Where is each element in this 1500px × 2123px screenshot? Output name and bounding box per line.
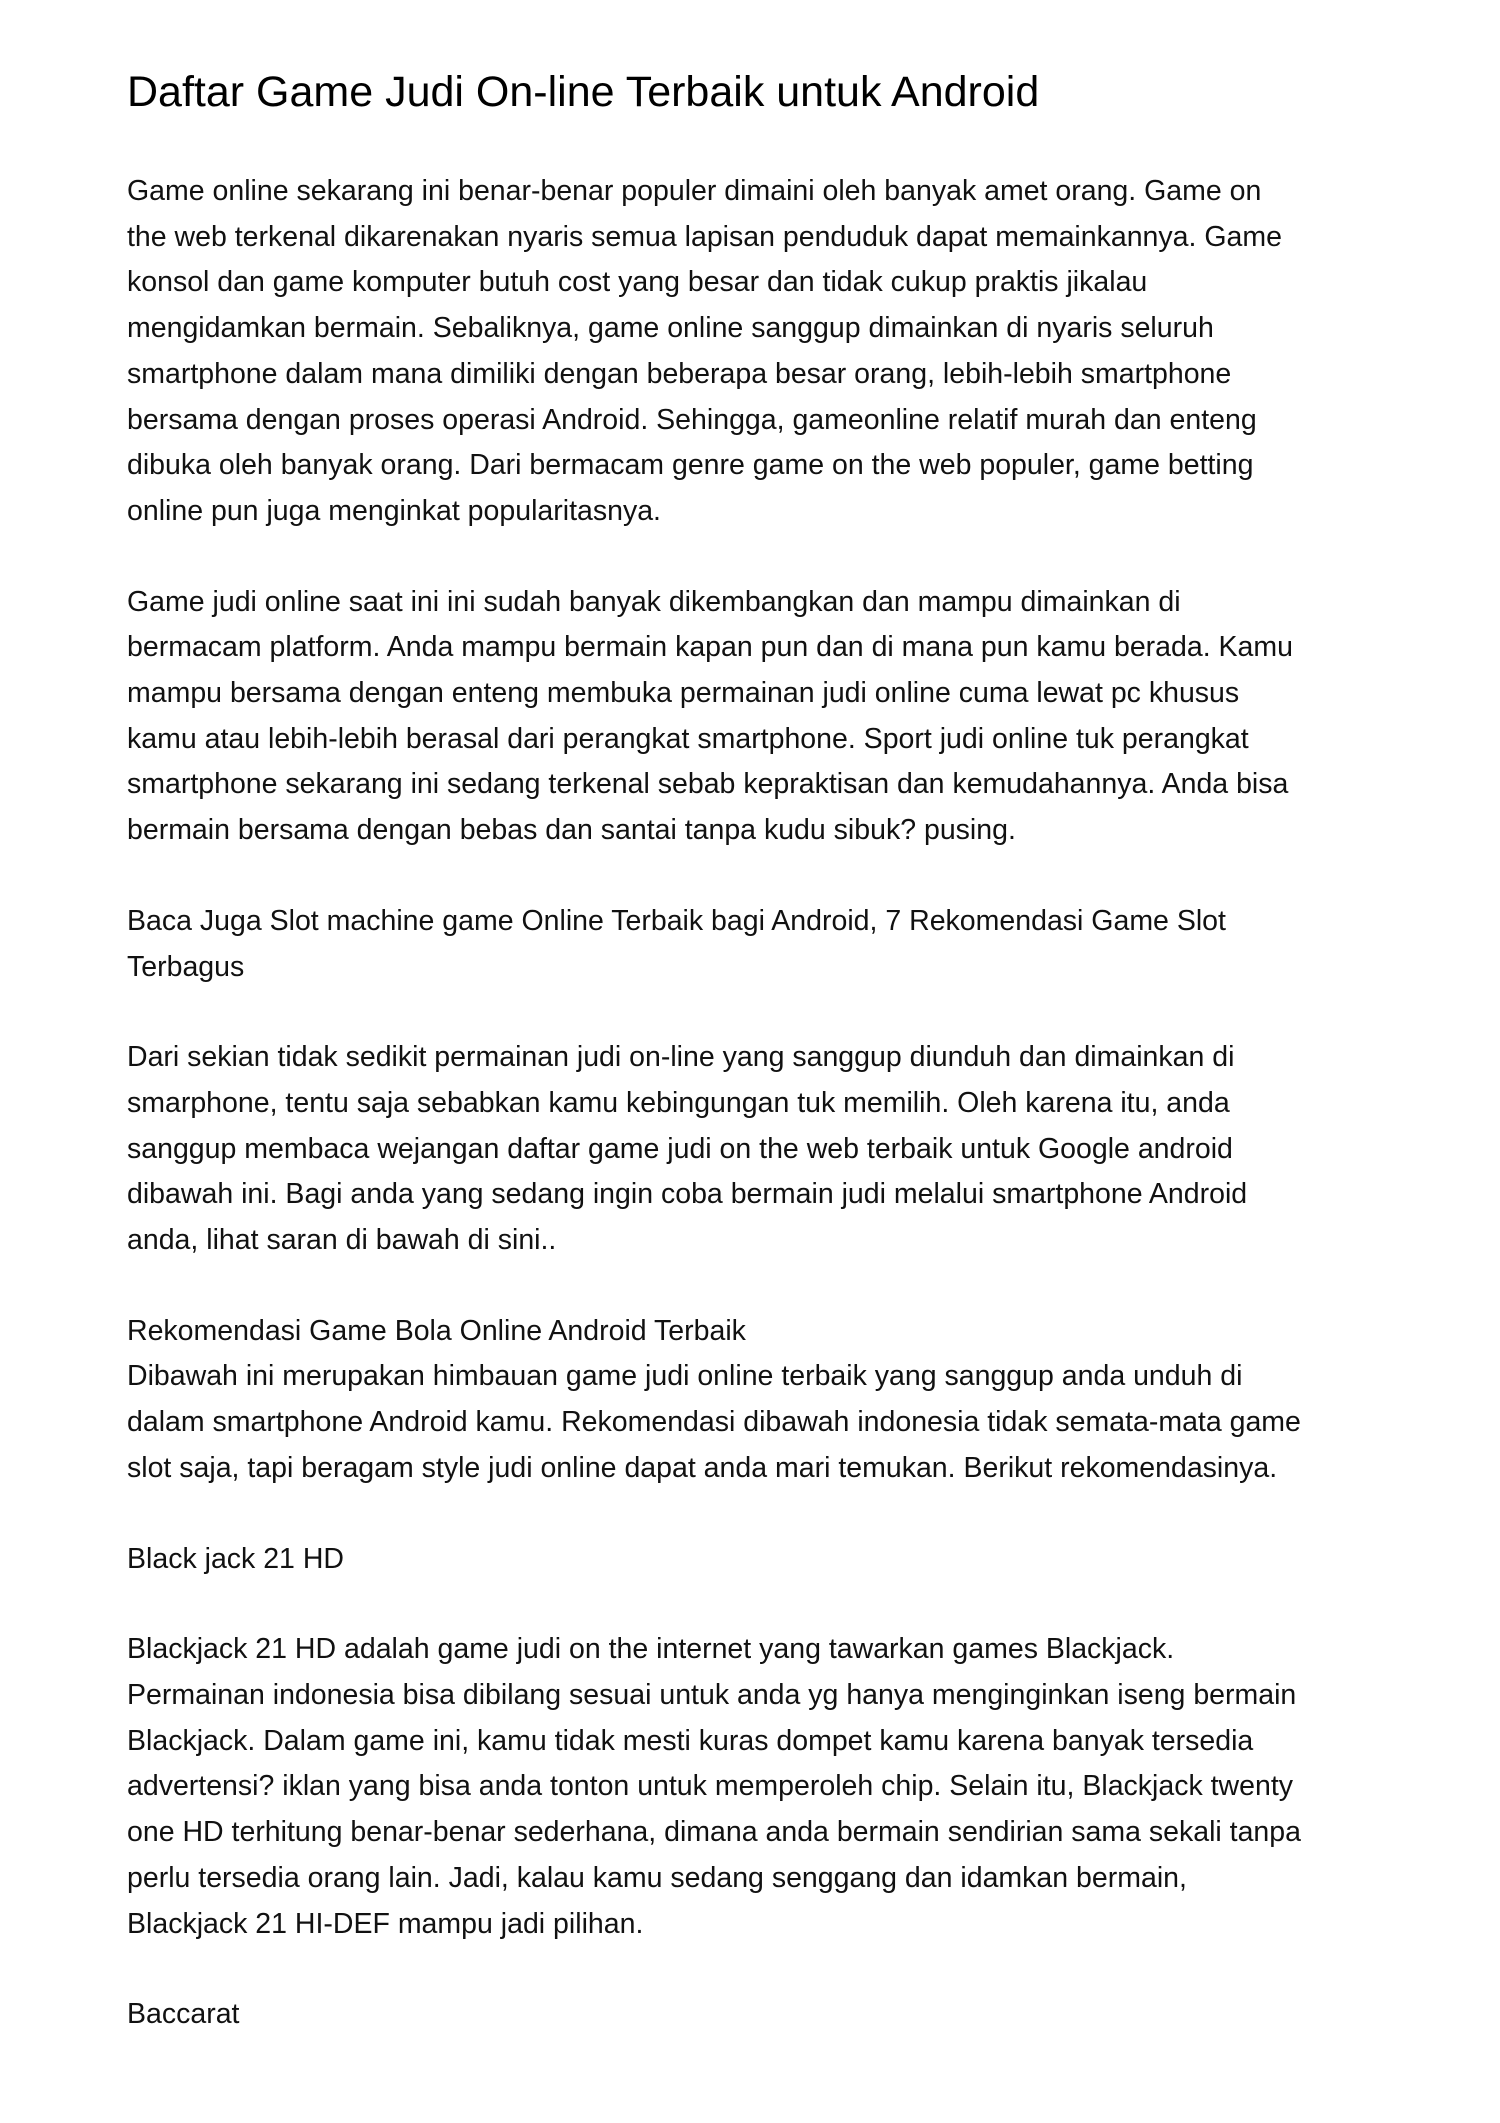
document-body: [127, 169, 1417, 2083]
section-heading-baccarat: Baccarat: [127, 1998, 240, 2031]
section-heading-recommendations: Rekomendasi Game Bola Online Android Terbaik: [127, 1314, 746, 1347]
paragraph-blackjack: Blackjack 21 HD adalah game judi on the internet yang tawarkan games Blackjack. Permainan indonesia bisa dibilang sesuai untuk anda yg hanya menginginkan iseng bermain Blackjack. Dalam game ini, kamu tidak mesti kuras dompet kamu karena banyak tersedia advertensi? iklan yang bisa anda tonton untuk memperoleh chip. Selain itu, Blackjack twenty one HD terhitung benar-benar sederhana, dimana anda bermain sendirian sama sekali tanpa perlu tersedia orang lain. Jadi, kalau kamu sedang senggang dan idamkan bermain, Blackjack 21 HI-DEF mampu jadi pilihan.: [127, 1633, 1301, 1940]
paragraph-platforms: Game judi online saat ini ini sudah banyak dikembangkan dan mampu dimainkan di bermacam platform. Anda mampu bermain kapan pun dan di mana pun kamu berada. Kamu mampu bersama dengan enteng membuka permainan judi online cuma lewat pc khusus kamu atau lebih-lebih berasal dari perangkat smartphone. Sport judi online tuk perangkat smartphone sekarang ini sedang terkenal sebab kepraktisan dan kemudahannya. Anda bisa bermain bersama dengan bebas dan santai tanpa kudu sibuk? pusing.: [127, 585, 1293, 847]
paragraph-see-also: Baca Juga Slot machine game Online Terbaik bagi Android, 7 Rekomendasi Game Slot Terbagus: [127, 904, 1226, 983]
paragraph-recommendations: Dari sekian tidak sedikit permainan judi on-line yang sanggup diunduh dan dimainkan di smarphone, tentu saja sebabkan kamu kebingungan tuk memilih. Oleh karena itu, anda sanggup membaca wejangan daftar game judi on the web terbaik untuk Google android dibawah ini. Bagi anda yang sedang ingin coba bermain judi melalui smartphone Android anda, lihat saran di bawah di sini..: [127, 1041, 1248, 1257]
document-title: Daftar Game Judi On-line Terbaik untuk Android: [127, 68, 1040, 116]
paragraph-recommendations-intro: Dibawah ini merupakan himbauan game judi online terbaik yang sanggup anda unduh di dalam smartphone Android kamu. Rekomendasi dibawah indonesia tidak semata-mata game slot saja, tapi beragam style judi online dapat anda mari temukan. Berikut rekomendasinya.: [127, 1360, 1301, 1484]
paragraph-intro: Game online sekarang ini benar-benar populer dimaini oleh banyak amet orang. Game on the web terkenal dikarenakan nyaris semua lapisan penduduk dapat memainkannya. Game konsol dan game komputer butuh cost yang besar dan tidak cukup praktis jikalau mengidamkan bermain. Sebaliknya, game online sanggup dimainkan di nyaris seluruh smartphone dalam mana dimiliki dengan beberapa besar orang, lebih-lebih smartphone bersama dengan proses operasi Android. Sehingga, gameonline relatif murah dan enteng dibuka oleh banyak orang. Dari bermacam genre game on the web populer, game betting online pun juga menginkat popularitasnya.: [127, 175, 1282, 527]
section-heading-blackjack: Black jack 21 HD: [127, 1542, 344, 1575]
